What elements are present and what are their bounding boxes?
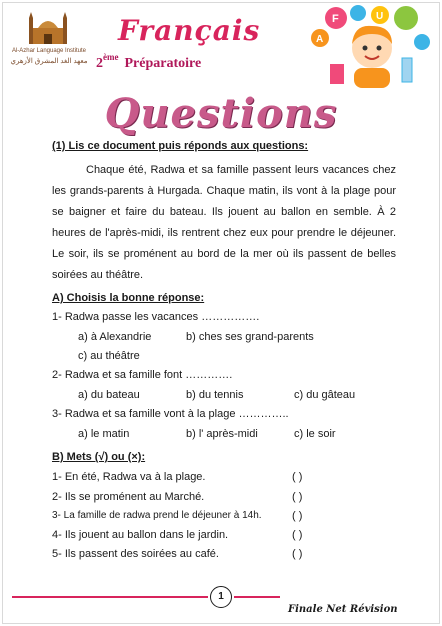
grade-text: Préparatoire [124,56,202,71]
grade-number: 2 [96,56,103,71]
q1-option-a[interactable]: a) à Alexandrie [78,331,152,343]
statement-2: 2- Ils se proménent au Marché. [52,491,205,503]
answer-box-2[interactable]: ( ) [292,491,303,503]
grade-label [96,52,201,72]
q2-option-c[interactable]: c) du gâteau [294,389,356,401]
answer-box-4[interactable]: ( ) [292,529,303,541]
q3-option-c[interactable]: c) le soir [294,428,336,440]
sectionB-heading: B) Mets (√) ou (×): [52,451,146,463]
q3-option-a[interactable]: a) le matin [78,428,130,440]
question-2: 2- Radwa et sa famille font …………. [52,369,233,381]
svg-text:F: F [332,13,339,25]
logo-arabic-text: معهد الغد المشرق الأزهري [10,58,88,65]
statement-5: 5- Ils passent des soirées au café. [52,548,219,560]
answer-box-3[interactable]: ( ) [292,510,303,522]
institute-logo [10,12,88,74]
page-number: 1 [210,586,232,608]
q2-option-b[interactable]: b) du tennis [186,389,244,401]
statement-1: 1- En été, Radwa va à la plage. [52,471,206,483]
questions-title: Questions [104,90,338,137]
svg-text:U: U [376,11,384,22]
footer-label: Finale Net Révision [288,604,398,615]
subject-title: Français [118,14,261,47]
question-1: 1- Radwa passe les vacances ……………. [52,311,260,323]
sectionA-heading: A) Choisis la bonne réponse: [52,292,205,304]
grade-suffix: ème [103,52,119,62]
footer-divider-left [12,596,208,598]
answer-box-5[interactable]: ( ) [292,548,303,560]
q1-option-b[interactable]: b) ches ses grand-parents [186,331,314,343]
statement-4: 4- Ils jouent au ballon dans le jardin. [52,529,229,541]
logo-english-text: Al-Azhar Language Institute [11,48,87,54]
mosque-logo-icon [28,12,68,46]
q1-option-c[interactable]: c) au théâtre [78,350,140,362]
q3-option-b[interactable]: b) l' après-midi [186,428,258,440]
svg-text:A: A [316,34,324,45]
section1-heading: (1) Lis ce document puis réponds aux questions: [52,140,309,152]
footer-divider-right [234,596,280,598]
student-illustration [310,4,432,88]
answer-box-1[interactable]: ( ) [292,471,303,483]
q2-option-a[interactable]: a) du bateau [78,389,140,401]
question-3: 3- Radwa et sa famille vont à la plage ………….. [52,408,289,420]
reading-passage: Chaque été, Radwa et sa famille passent leurs vacances chez les grands-parents à Hurgada. Chaque matin, ils vont à la plage pour se baigner et faire du bateau. Ils jouent au ballon en semble. À 2 heures de l'après-midi, ils rentrent chez eux pour prendre le déjeuner. Le soir, ils se proménent au bord de la mer où ils passent de belles soirées au théâtre. [52,164,396,281]
statement-3: 3- La famille de radwa prend le déjeuner à 14h. [52,510,262,521]
